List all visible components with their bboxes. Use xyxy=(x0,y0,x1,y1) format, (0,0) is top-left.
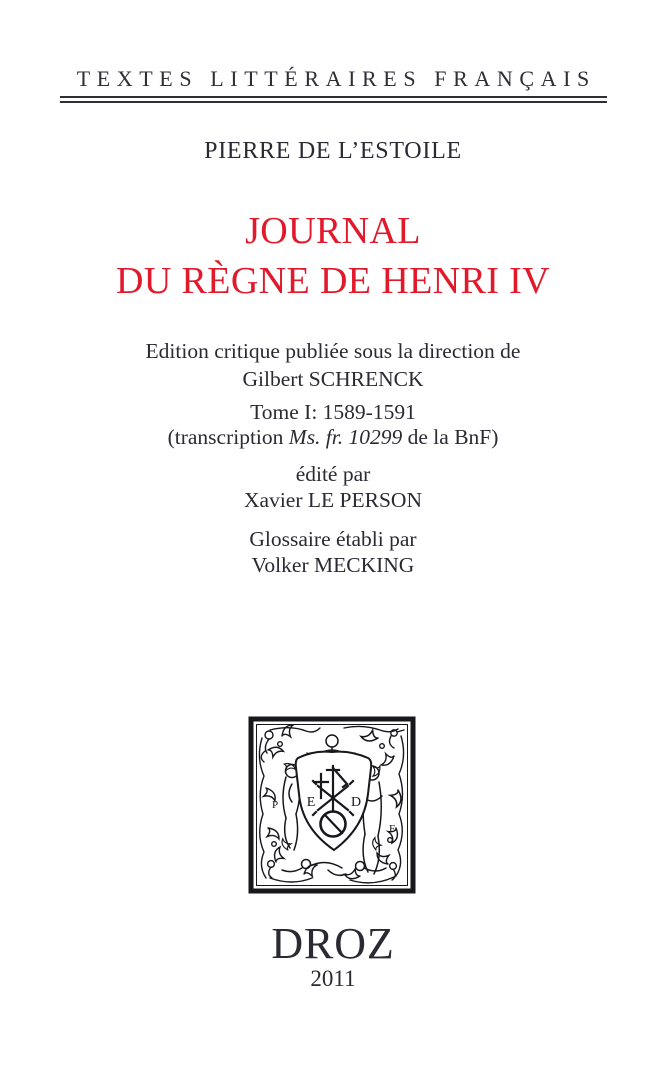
book-title-line-2: DU RÈGNE DE HENRI IV xyxy=(116,260,550,302)
book-title xyxy=(0,206,666,306)
edition-statement: Edition critique publiée sous la direction de xyxy=(145,339,521,363)
author-name: PIERRE DE L’ESTOILE xyxy=(204,138,462,164)
book-title-line-1: JOURNAL xyxy=(245,210,421,252)
device-side-letter-right: F xyxy=(388,823,396,835)
series-banner-title: TEXTES LITTÉRAIRES FRANÇAIS xyxy=(76,66,596,91)
editor-block xyxy=(0,462,666,513)
volume-info-block xyxy=(0,400,666,450)
device-monogram-left: E xyxy=(306,795,316,810)
volume-info: Tome I: 1589-1591 xyxy=(250,400,416,424)
transcription-suffix: de la BnF) xyxy=(402,425,499,449)
glossary-block xyxy=(0,527,666,578)
edited-by-label: édité par xyxy=(295,462,371,486)
publisher-name: DROZ xyxy=(271,919,395,968)
device-monogram-right: D xyxy=(350,795,362,810)
glossary-author: Volker MECKING xyxy=(251,552,415,577)
double-rule-divider xyxy=(60,96,607,103)
glossary-label: Glossaire établi par xyxy=(249,527,417,551)
printers-device xyxy=(248,716,416,894)
editor-name: Xavier LE PERSON xyxy=(244,487,422,512)
edition-statement-block xyxy=(0,338,666,393)
device-side-letter-left: P xyxy=(271,799,279,811)
edition-director: Gilbert SCHRENCK xyxy=(242,366,424,391)
transcription-source: Ms. fr. 10299 xyxy=(288,425,403,449)
transcription-prefix: (transcription xyxy=(167,425,289,449)
transcription-note xyxy=(168,425,499,449)
droz-printers-mark-icon xyxy=(248,716,416,894)
publication-year: 2011 xyxy=(310,966,356,991)
